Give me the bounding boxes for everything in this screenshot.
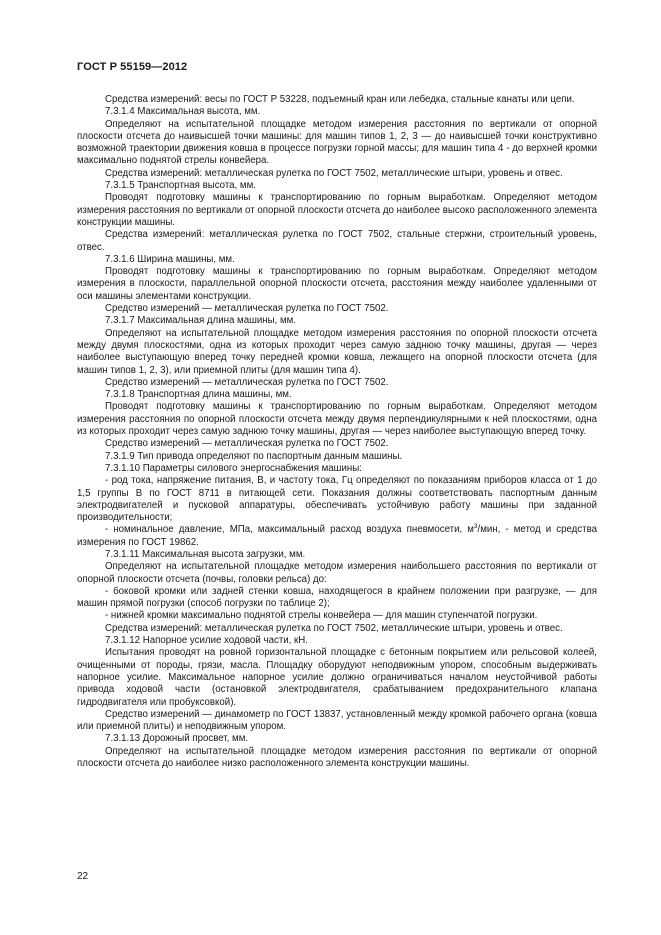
paragraph: Испытания проводят на ровной горизонтальной площадке с бетонным покрытием или рельсовой колеей, очищенными от породы, грязи, масла. Площадку оборудуют неподвижным упором, способным выдерживать напорное усилие. Максимальное напорное усилие должно ограничиваться началом неустойчивой работы привода ходовой части (остановкой электродвигателя, срабатыванием предохранительного клапана гидродвигателя или пробуксовкой). bbox=[77, 647, 597, 708]
list-item: - боковой кромки или задней стенки ковша, находящегося в крайнем положении при разгрузке, — для машин прямой погрузки (способ погрузки по таблице 2); bbox=[77, 585, 597, 610]
paragraph: Определяют на испытательной площадке методом измерения расстояния по вертикали от опорной плоскости отсчета до наивысшей точки машины: для машин типов 1, 2, 3 — до наивысшей точки конструктивно возможной траектории движения ковша в процессе погрузки горной массы; для машин типа 4 - до верхней кромки максимально поднятой стрелы конвейера. bbox=[77, 118, 597, 167]
text-run: /мин, - метод и средства измерения по ГОСТ 19862. bbox=[77, 524, 597, 548]
section-heading: 7.3.1.12 Напорное усилие ходовой части, кН. bbox=[105, 635, 308, 647]
list-item bbox=[77, 524, 597, 549]
list-item: - нижней кромки максимально поднятой стрелы конвейера — для машин ступенчатой погрузки. bbox=[105, 610, 538, 622]
document-body bbox=[77, 94, 597, 770]
paragraph: Проводят подготовку машины к транспортированию по горным выработкам. Определяют методом измерения расстояния по опорной плоскости отсчета между двумя перпендикулярными к ней плоскостями, одна из которых проходит через самую заднюю точку машины, другая — через наиболее выступающую вперед точку. bbox=[77, 401, 597, 438]
section-heading: 7.3.1.4 Максимальная высота, мм. bbox=[105, 106, 261, 118]
paragraph: Определяют на испытательной площадке методом измерения расстояния по опорной плоскости отсчета между двумя плоскостями, одна из которых проходит через самую заднюю точку машины, другая — через наиболее выступающую вперед точку передней кромки ковша, лежащего на опорной плоскости отсчета (для машин типов 1, 2, 3), или приемной плиты (для машин типа 4). bbox=[77, 327, 597, 376]
paragraph: Определяют на испытательной площадке методом измерения наибольшего расстояния по вертикали от опорной плоскости отсчета (почвы, головки рельса) до: bbox=[77, 561, 597, 585]
list-item: - род тока, напряжение питания, В, и частоту тока, Гц определяют по показаниям приборов класса от 1 до 1,5 группы В по ГОСТ 8711 в питающей сети. Показания должны соответствовать паспортным данным электродвигателей и пусковой аппаратуры, обеспечивать устойчивую работу машины при заданной производительности; bbox=[77, 475, 597, 524]
paragraph: Определяют на испытательной площадке методом измерения расстояния по вертикали от опорной плоскости отсчета до наиболее низко расположенного элемента конструкции машины. bbox=[77, 745, 597, 770]
page-number: 22 bbox=[77, 871, 89, 882]
paragraph: Проводят подготовку машины к транспортированию по горным выработкам. Определяют методом измерения расстояния по вертикали от опорной плоскости отсчета до наиболее высоко расположенного элемента конструкции машины. bbox=[77, 192, 597, 228]
section-heading: 7.3.1.9 Тип привода определяют по паспортным данным машины. bbox=[105, 450, 403, 462]
section-heading: 7.3.1.7 Максимальная длина машины, мм. bbox=[105, 315, 296, 327]
section-heading: 7.3.1.11 Максимальная высота загрузки, мм. bbox=[105, 548, 306, 560]
paragraph: Средство измерений — металлическая рулетка по ГОСТ 7502. bbox=[105, 376, 389, 388]
paragraph: Средства измерений: металлическая рулетка по ГОСТ 7502, стальные стержни, строительный уровень, отвес. bbox=[77, 229, 597, 253]
paragraph: Средство измерений — динамометр по ГОСТ 13837, установленный между кромкой рабочего органа (ковша или приемной плиты) и неподвижным упором. bbox=[77, 708, 597, 733]
document-header: ГОСТ Р 55159—2012 bbox=[77, 61, 188, 73]
section-heading: 7.3.1.5 Транспортная высота, мм. bbox=[105, 180, 256, 192]
paragraph: Средство измерений — металлическая рулетка по ГОСТ 7502. bbox=[105, 438, 389, 450]
section-heading: 7.3.1.13 Дорожный просвет, мм. bbox=[105, 733, 249, 745]
paragraph: Средства измерений: весы по ГОСТ Р 53228, подъемный кран или лебедка, стальные канаты или цепи. bbox=[105, 94, 575, 105]
text-run: - номинальное давление, МПа, максимальный расход воздуха пневмосети, м bbox=[105, 524, 474, 536]
section-heading: 7.3.1.8 Транспортная длина машины, мм. bbox=[105, 389, 292, 401]
superscript: 3 bbox=[473, 523, 478, 531]
paragraph: Средства измерений: металлическая рулетка по ГОСТ 7502, металлические штыри, уровень и отвес. bbox=[105, 167, 563, 179]
paragraph: Проводят подготовку машины к транспортированию по горным выработкам. Определяют методом измерения в плоскости, параллельной опорной плоскости отсчета, расстояния между наиболее удаленными от оси машины элементами конструкции. bbox=[77, 266, 597, 302]
section-heading: 7.3.1.6 Ширина машины, мм. bbox=[105, 253, 235, 265]
paragraph: Средства измерений: металлическая рулетка по ГОСТ 7502, металлические штыри, уровень и отвес. bbox=[105, 622, 563, 634]
paragraph: Средство измерений — металлическая рулетка по ГОСТ 7502. bbox=[105, 303, 389, 315]
section-heading: 7.3.1.10 Параметры силового энергоснабжения машины: bbox=[105, 462, 362, 474]
